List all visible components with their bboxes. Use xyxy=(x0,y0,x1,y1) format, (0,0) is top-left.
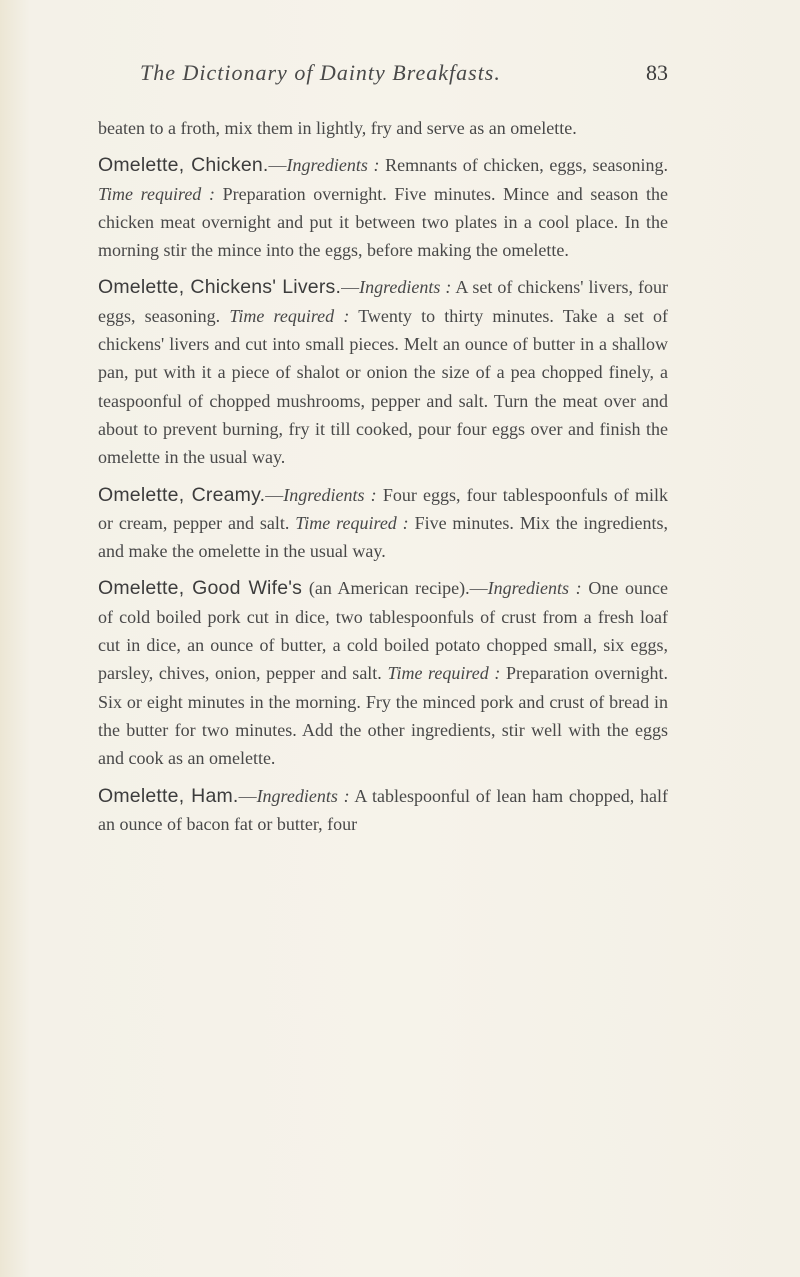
em-dash: — xyxy=(341,277,360,298)
recipe-entry-good-wifes xyxy=(98,574,668,772)
recipe-entry-creamy xyxy=(98,481,668,566)
continuation-paragraph: beaten to a froth, mix them in lightly, fry and serve as an omelette. xyxy=(98,118,577,138)
page-body xyxy=(98,114,668,847)
ingredients-label: Ingredients : xyxy=(286,155,380,176)
ingredients-text: Four eggs, four tablespoonfuls of milk or cream, pepper and salt. xyxy=(98,484,668,533)
method-text: Fry the minced pork and crust of bread in the butter for two minutes. Add the other ingredients, stir well with the eggs and cook as an omelette. xyxy=(98,691,668,769)
recipe-entry-ham xyxy=(98,782,668,839)
time-label: Time required : xyxy=(229,305,350,326)
ingredients-label: Ingredients : xyxy=(283,484,377,505)
time-label: Time required : xyxy=(295,512,409,533)
time-text: Twenty to thirty minutes. xyxy=(358,305,554,326)
method-text: Mince and season the chicken meat overnight and put it between two plates in a cool place. In the morning stir the mince into the eggs, before making the omelette. xyxy=(98,183,669,261)
recipe-heading: Omelette, Chicken. xyxy=(98,154,269,177)
time-text: Preparation overnight. Five minutes. xyxy=(222,183,496,204)
ingredients-text: Remnants of chicken, eggs, seasoning. xyxy=(385,155,669,176)
ingredients-label: Ingredients : xyxy=(487,578,582,599)
recipe-heading: Omelette, Creamy. xyxy=(98,483,266,506)
em-dash: — xyxy=(238,785,257,806)
ingredients-label: Ingredients : xyxy=(256,785,350,806)
running-head: The Dictionary of Dainty Breakfasts. xyxy=(140,60,501,85)
method-text: Mix the ingredients, and make the omelette in the usual way. xyxy=(98,512,669,562)
recipe-heading: Omelette, Chickens' Livers. xyxy=(98,276,342,299)
time-text: Five minutes. xyxy=(414,512,514,533)
ingredients-text: One ounce of cold boiled pork cut in dice, two tablespoonfuls of crust from a fresh loaf cut in dice, an ounce of butter, a cold boiled potato chopped small, six eggs, parsley, chives, onion, pepper and salt. xyxy=(98,578,669,684)
em-dash: — xyxy=(265,484,284,505)
recipe-entry-chickens-livers xyxy=(98,273,668,471)
recipe-entry-chicken xyxy=(98,151,668,264)
time-label: Time required : xyxy=(98,183,215,204)
em-dash: — xyxy=(268,155,287,176)
time-label: Time required : xyxy=(387,663,501,684)
ingredients-text: A set of chickens' livers, four eggs, seasoning. xyxy=(98,277,668,326)
heading-note: (an American recipe). xyxy=(308,578,470,599)
em-dash: — xyxy=(469,578,488,599)
method-text: Take a set of chickens' livers and cut into small pieces. Melt an ounce of butter in a shallow pan, put with it a piece of shalot or onion the size of a pea chopped finely, a teaspoonful of chopped mushrooms, pepper and salt. Turn the meat over and about to prevent burning, fry it till cooked, pour four eggs over and finish the omelette in the usual way. xyxy=(98,305,668,468)
recipe-heading: Omelette, Ham. xyxy=(98,784,239,807)
recipe-heading: Omelette, Good Wife's xyxy=(98,577,303,600)
ingredients-text: A tablespoonful of lean ham chopped, half an ounce of bacon fat or butter, four xyxy=(98,785,668,834)
ingredients-label: Ingredients : xyxy=(359,277,452,298)
page-number: 83 xyxy=(646,60,668,85)
time-text: Preparation overnight. Six or eight minutes in the morning. xyxy=(98,663,669,712)
